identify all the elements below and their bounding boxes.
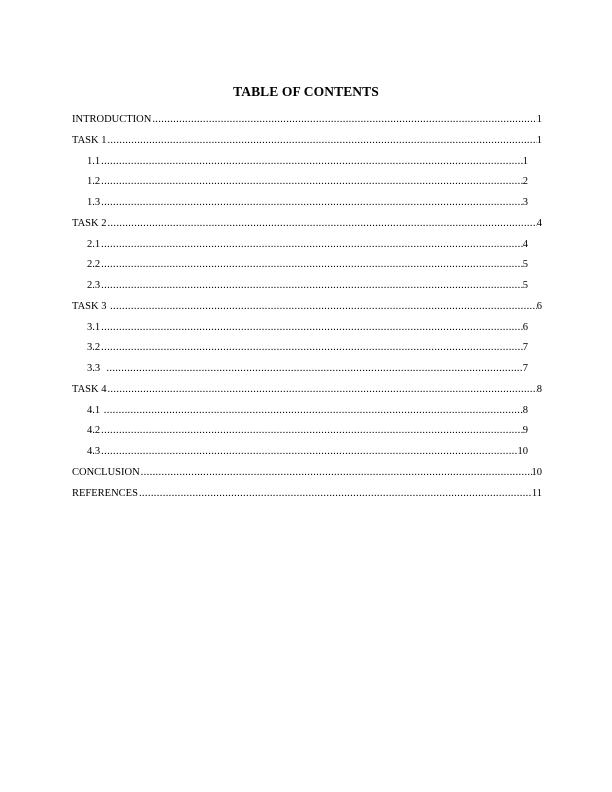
toc-entry-label: 4.3	[87, 446, 101, 457]
toc-entry-label: 3.3	[87, 363, 106, 374]
toc-title: TABLE OF CONTENTS	[233, 84, 379, 99]
toc-page-number: 1	[536, 114, 542, 125]
toc-dot-leader	[101, 238, 523, 252]
toc-entry-label: TASK 3	[72, 300, 110, 312]
toc-entry-label: 3.1	[87, 321, 101, 333]
toc-entry-introduction[interactable]	[72, 113, 542, 134]
toc-page-number: 3	[522, 197, 528, 208]
toc-dot-leader	[101, 196, 523, 210]
toc-dot-leader	[139, 487, 532, 501]
toc-entry-2-3[interactable]	[72, 279, 528, 300]
toc-page-number: 5	[522, 259, 528, 271]
toc-entry-label: 4.1	[87, 404, 103, 416]
toc-entry-references[interactable]	[72, 487, 542, 508]
toc-dot-leader	[107, 134, 536, 148]
toc-dot-leader	[101, 279, 523, 293]
toc-page-number: 10	[531, 466, 542, 478]
toc-dot-leader	[101, 424, 523, 438]
toc-entry-label: 1.2	[87, 176, 101, 188]
toc-page-number: 8	[536, 383, 542, 395]
toc-entry-label: 3.2	[87, 342, 101, 354]
toc-entry-label: REFERENCES	[72, 487, 138, 499]
toc-entry-3-3[interactable]	[72, 362, 528, 383]
toc-entry-4-1[interactable]	[72, 404, 528, 425]
toc-page-number: 9	[522, 425, 528, 437]
toc-entry-1-1[interactable]	[72, 155, 528, 176]
toc-entry-3-1[interactable]	[72, 321, 528, 342]
toc-entry-label: 2.1	[87, 238, 101, 250]
toc-page-number: 2	[522, 176, 528, 188]
toc-entry-1-2[interactable]	[72, 175, 528, 196]
toc-entry-label: CONCLUSION	[72, 466, 140, 478]
toc-page-number: 11	[531, 487, 542, 499]
toc-page-number: 1	[536, 134, 542, 146]
toc-page-number: 10	[517, 446, 528, 457]
toc-dot-leader	[101, 175, 523, 189]
toc-entry-label: 4.2	[87, 425, 101, 437]
toc-entry-3-2[interactable]	[72, 341, 528, 362]
toc-entry-task-2[interactable]	[72, 217, 542, 238]
toc-entry-label: TASK 2	[72, 217, 107, 229]
toc-page-number: 6	[522, 321, 528, 333]
toc-entry-task-3[interactable]	[72, 300, 542, 321]
toc-page-number: 4	[522, 238, 528, 250]
toc-dot-leader	[110, 300, 537, 314]
toc-entry-label: 1.1	[87, 155, 101, 167]
toc-entry-task-4[interactable]	[72, 383, 542, 404]
toc-entry-2-1[interactable]	[72, 238, 528, 259]
toc-page-number: 7	[522, 363, 528, 374]
toc-dot-leader	[107, 217, 536, 231]
toc-entry-label: TASK 1	[72, 134, 107, 146]
toc-entry-conclusion[interactable]	[72, 466, 542, 487]
toc-page-number: 4	[536, 217, 542, 229]
toc-page-number: 7	[522, 342, 528, 354]
toc-dot-leader	[101, 341, 523, 355]
toc-page-number: 5	[522, 280, 528, 291]
toc-dot-leader	[141, 466, 532, 480]
toc-dot-leader	[101, 155, 523, 169]
toc-dot-leader	[107, 383, 536, 397]
toc-entry-label: TASK 4	[72, 383, 107, 395]
toc-page-number: 8	[522, 404, 528, 416]
toc-dot-leader	[152, 113, 536, 127]
toc-list	[72, 113, 542, 507]
toc-entry-4-2[interactable]	[72, 424, 528, 445]
toc-dot-leader	[101, 321, 523, 335]
toc-dot-leader	[101, 445, 517, 459]
toc-entry-label: 2.3	[87, 280, 101, 291]
toc-dot-leader	[106, 362, 522, 376]
toc-dot-leader	[101, 258, 523, 272]
toc-entry-label: 1.3	[87, 197, 101, 208]
toc-page-number: 6	[536, 300, 542, 312]
toc-entry-2-2[interactable]	[72, 258, 528, 279]
toc-entry-label: INTRODUCTION	[72, 114, 152, 125]
toc-dot-leader	[104, 404, 523, 418]
toc-entry-label: 2.2	[87, 259, 101, 271]
toc-entry-1-3[interactable]	[72, 196, 528, 217]
toc-entry-task-1[interactable]	[72, 134, 542, 155]
toc-page-number: 1	[522, 155, 528, 167]
toc-entry-4-3[interactable]	[72, 445, 528, 466]
